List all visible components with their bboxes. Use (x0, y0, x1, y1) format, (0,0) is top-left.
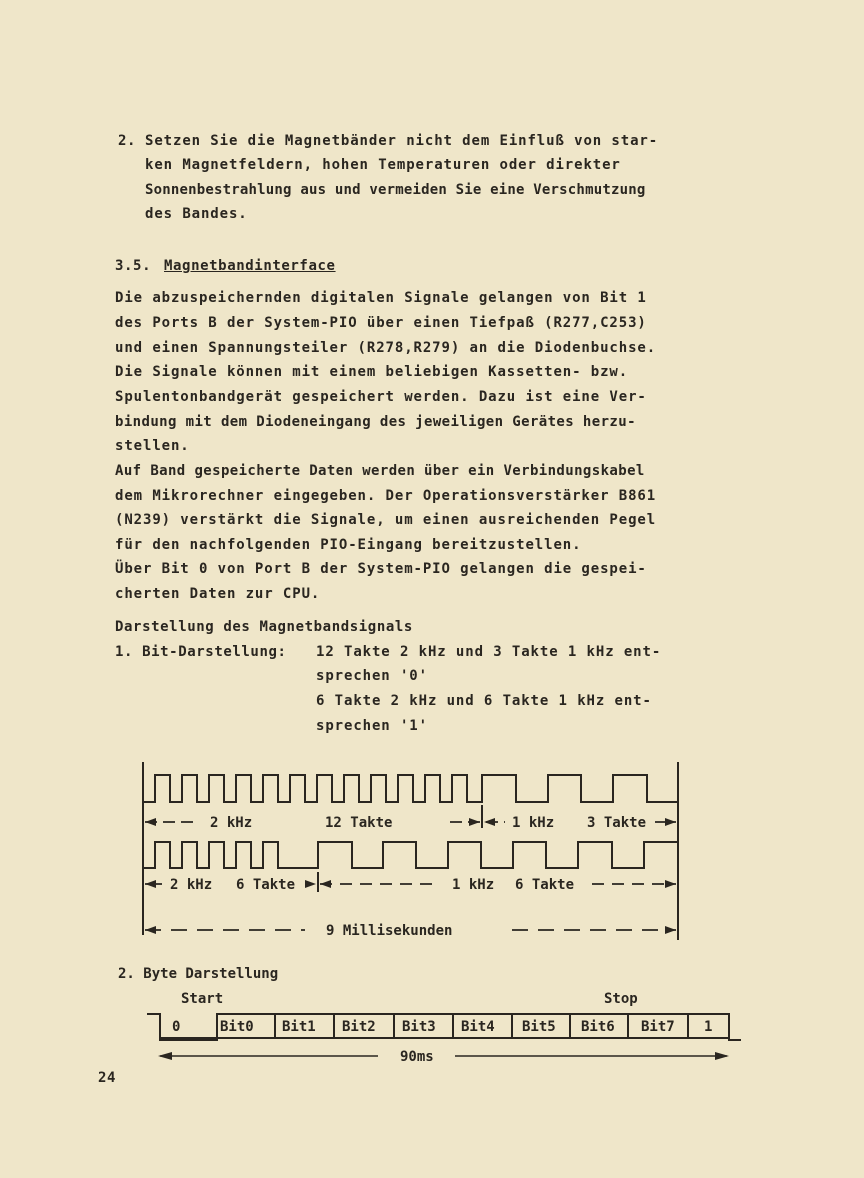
body-line-4: Die Signale können mit einem beliebigen Kassetten- bzw. (115, 364, 629, 380)
waveform-bit-1 (143, 842, 678, 868)
bit-repr-line-4: sprechen '1' (316, 718, 428, 734)
row1-left-freq: 2 kHz (210, 815, 253, 831)
arrowhead (665, 880, 676, 888)
row2-right-freq: 1 kHz (452, 877, 495, 893)
bit-repr-line-3: 6 Takte 2 kHz und 6 Takte 1 kHz ent- (316, 693, 652, 709)
arrowhead (715, 1052, 729, 1060)
arrowhead (320, 880, 331, 888)
item2-line-3: Sonnenbestrahlung aus und vermeiden Sie eine Verschmutzung (145, 182, 646, 198)
cell-bit5: Bit5 (522, 1019, 556, 1035)
body-line-3: und einen Spannungsteiler (R278,R279) an die Diodenbuchse. (115, 340, 657, 356)
row1-right-freq: 1 kHz (512, 815, 555, 831)
bit-repr-line-2: sprechen '0' (316, 668, 428, 684)
body-line-11: für den nachfolgenden PIO-Eingang bereitzustellen. (115, 537, 582, 553)
list-number-2: 2. (118, 133, 137, 149)
arrowhead (145, 926, 156, 934)
item2-line-4: des Bandes. (145, 206, 248, 222)
row1-left-count: 12 Takte (325, 815, 393, 831)
cell-bit6: Bit6 (581, 1019, 615, 1035)
cell-start-bit: 0 (172, 1019, 181, 1035)
section-number: 3.5. (115, 258, 152, 274)
row2-left-count: 6 Takte (236, 877, 296, 893)
arrowhead (665, 818, 676, 826)
body-line-1: Die abzuspeichernden digitalen Signale gelangen von Bit 1 (115, 290, 647, 306)
row2-left-freq: 2 kHz (170, 877, 213, 893)
arrowhead (305, 880, 316, 888)
cell-bit3: Bit3 (402, 1019, 436, 1035)
byte-heading: 2. Byte Darstellung (118, 966, 279, 982)
cell-bit2: Bit2 (342, 1019, 376, 1035)
body-line-9: dem Mikrorechner eingegeben. Der Operationsverstärker B861 (115, 488, 657, 504)
cell-stop-bit: 1 (704, 1019, 713, 1035)
cell-bit0: Bit0 (220, 1019, 254, 1035)
body-line-5: Spulentonbandgerät gespeichert werden. Dazu ist eine Ver- (115, 389, 647, 405)
stop-label: Stop (604, 991, 638, 1007)
cell-bit4: Bit4 (461, 1019, 495, 1035)
arrowhead (665, 926, 676, 934)
body-line-7: stellen. (115, 438, 190, 454)
bit-repr-line-1: 12 Takte 2 kHz und 3 Takte 1 kHz ent- (316, 644, 662, 660)
start-label: Start (181, 991, 224, 1007)
darstellung-heading: Darstellung des Magnetbandsignals (115, 619, 413, 635)
total-duration: 9 Millisekunden (326, 923, 453, 939)
arrowhead (484, 818, 495, 826)
body-line-2: des Ports B der System-PIO über einen Tiefpaß (R277,C253) (115, 315, 647, 331)
row1-right-count: 3 Takte (587, 815, 647, 831)
bit-repr-label: 1. Bit-Darstellung: (115, 644, 287, 660)
row2-right-count: 6 Takte (515, 877, 575, 893)
arrowhead (145, 880, 156, 888)
arrowhead (145, 818, 156, 826)
body-line-10: (N239) verstärkt die Signale, um einen ausreichenden Pegel (115, 512, 657, 528)
item2-line-1: Setzen Sie die Magnetbänder nicht dem Einfluß von star- (145, 133, 659, 149)
cell-bit7: Bit7 (641, 1019, 675, 1035)
waveform-bit-0 (143, 775, 678, 802)
page-number: 24 (98, 1070, 117, 1086)
section-title: Magnetbandinterface (164, 258, 336, 274)
body-line-12: Über Bit 0 von Port B der System-PIO gelangen die gespei- (115, 561, 647, 577)
arrowhead (469, 818, 480, 826)
item2-line-2: ken Magnetfeldern, hohen Temperaturen oder direkter (145, 157, 621, 173)
arrowhead (158, 1052, 172, 1060)
body-line-6: bindung mit dem Diodeneingang des jeweiligen Gerätes herzu- (115, 414, 636, 430)
body-line-13: cherten Daten zur CPU. (115, 586, 321, 602)
duration-label: 90ms (400, 1049, 434, 1065)
cell-bit1: Bit1 (282, 1019, 316, 1035)
body-line-8: Auf Band gespeicherte Daten werden über ein Verbindungskabel (115, 463, 645, 479)
